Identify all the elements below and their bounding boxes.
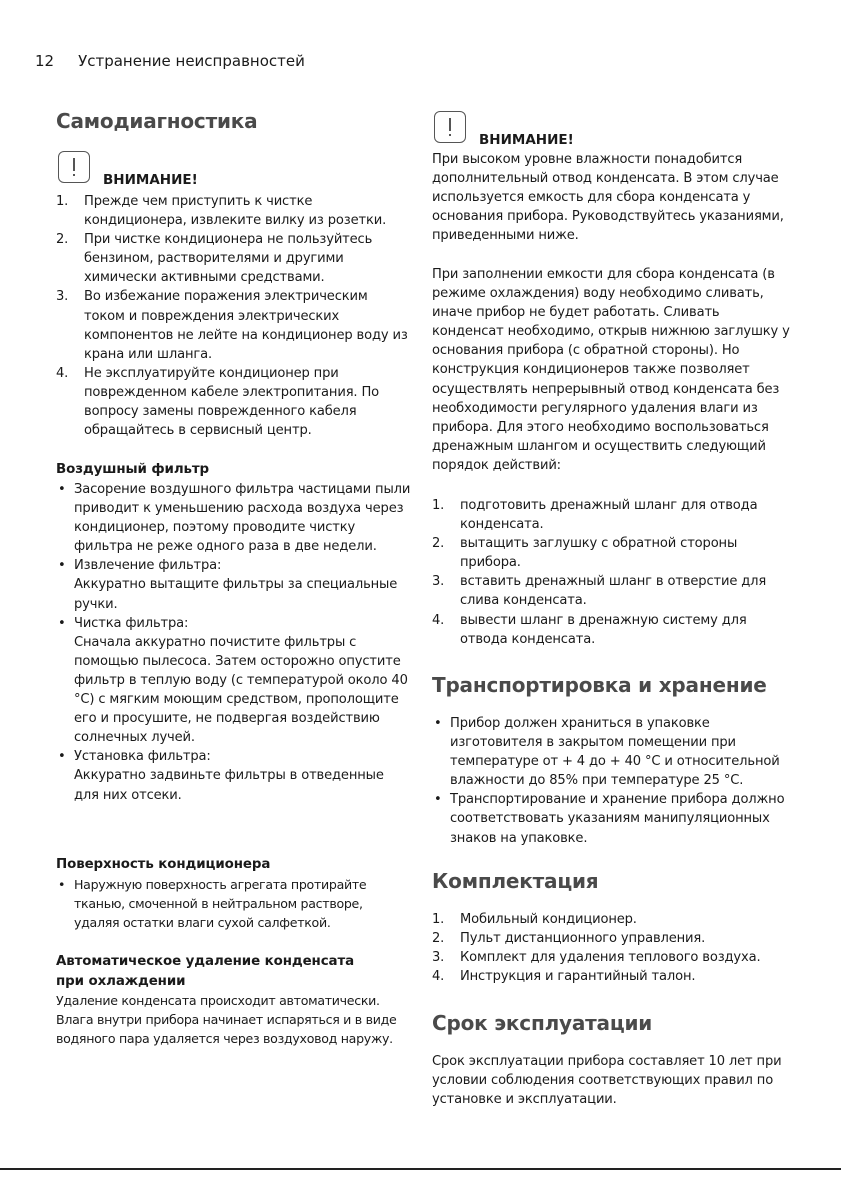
drain-text: При заполнении емкости для сбора конденсата (в режиме охлаждения) воду необходимо сливать, иначе прибор не будет работать. Сливать конденсат необходимо, открыв нижнюю заглушку у основания прибора (с обратной стороны). Но конструкция кондиционеров также позволяет осуществлять непрерывный отвод конденсата без необходимости регулярного удаления влаги из прибора. Для этого необходимо воспользоваться дренажным шлангом и осуществить следующий порядок действий: <box>432 267 790 473</box>
warning-label: ВНИМАНИЕ! <box>103 172 198 188</box>
heading-auto-drain: Автоматическое удаление конденсата при охлаждении <box>56 954 355 989</box>
list-item: 2. Пульт дистанционного управления. <box>432 931 706 947</box>
list-item: 4. вывести шланг в дренажную систему для отвода конденсата. <box>432 612 747 647</box>
surface-list <box>56 875 396 932</box>
list-item: 1. подготовить дренажный шланг для отвода конденсата. <box>432 498 758 533</box>
list-item: • Транспортирование и хранение прибора должно соответствовать указаниям манипуляционных знаков на упаковке. <box>434 792 785 846</box>
heading-kit: Комплектация <box>432 869 599 893</box>
list-item: 4. Не эксплуатируйте кондиционер при поврежденном кабеле электропитания. По вопросу замены поврежденного кабеля обращайтесь в сервисный центр. <box>56 365 380 439</box>
auto-drain-text: Удаление конденсата происходит автоматически. Влага внутри прибора начинает испаряться и в виде водяного пара удаляется через воздуховод наружу. <box>56 993 397 1047</box>
heading-self-diagnostics: Самодиагностика <box>56 109 258 133</box>
page-number: 12 <box>35 52 55 70</box>
page-header <box>35 52 305 70</box>
list-item: 4. Инструкция и гарантийный талон. <box>432 969 696 985</box>
warning-icon <box>434 111 466 143</box>
list-item: • Установка фильтра: Аккуратно задвиньте фильтры в отведенные для них отсеки. <box>58 749 384 803</box>
list-item: 2. вытащить заглушку с обратной стороны прибора. <box>432 536 738 571</box>
transport-list <box>432 714 792 848</box>
list-item: • Наружную поверхность агрегата протирайте тканью, смоченной в нейтральном растворе, удаляя остатки влаги сухой салфеткой. <box>58 877 367 931</box>
list-item: • Засорение воздушного фильтра частицами пыли приводит к уменьшению расхода воздуха через кондиционер, поэтому проводите чистку фильтра не реже одного раза в две недели. <box>58 482 411 555</box>
list-item: • Извлечение фильтра: Аккуратно вытащите фильтры за специальные ручки. <box>58 558 398 612</box>
service-life-text: Срок эксплуатации прибора составляет 10 лет при условии соблюдения соответствующих правил по установке и эксплуатации. <box>432 1054 782 1108</box>
air-filter-list <box>56 480 412 805</box>
warning-label: ВНИМАНИЕ! <box>479 132 574 148</box>
list-item: 2. При чистке кондиционера не пользуйтесь бензином, растворителями и другими химически активными средствами. <box>56 232 373 286</box>
footer-divider <box>0 1168 841 1170</box>
list-item: 1. Мобильный кондиционер. <box>432 912 637 927</box>
heading-surface: Поверхность кондиционера <box>56 857 271 872</box>
warning-text: При высоком уровне влажности понадобится дополнительный отвод конденсата. В этом случае используется емкость для сбора конденсата у основания прибора. Руководствуйтесь указаниями, приведенными ниже. <box>432 152 784 244</box>
list-item: 1. Прежде чем приступить к чистке кондиционера, извлеките вилку из розетки. <box>56 194 387 229</box>
list-item: 3. Комплект для удаления теплового воздуха. <box>432 950 761 966</box>
heading-air-filter: Воздушный фильтр <box>56 462 210 477</box>
list-item: 3. Во избежание поражения электрическим током и повреждения электрических компонентов не лейте на кондиционер воду из крана или шланга. <box>56 289 408 362</box>
list-item: • Чистка фильтра: Сначала аккуратно почистите фильтры с помощью пылесоса. Затем осторожно опустите фильтр в теплую воду (с температурой около 40 °С) с мягким моющим средством, прополощите его и просушите, не подвергая воздействию солнечных лучей. <box>58 615 408 746</box>
heading-transport: Транспортировка и хранение <box>432 673 767 697</box>
drain-steps-list <box>432 496 792 649</box>
warning-icon <box>58 151 90 183</box>
heading-service-life: Срок эксплуатации <box>432 1011 653 1035</box>
section-title: Устранение неисправностей <box>78 52 305 70</box>
kit-list <box>432 910 792 986</box>
list-item: 3. вставить дренажный шланг в отверстие для слива конденсата. <box>432 574 767 609</box>
list-item: • Прибор должен храниться в упаковке изготовителя в закрытом помещении при температуре от + 4 до + 40 °С и относительной влажности до 85% при температуре 25 °С. <box>434 716 780 789</box>
warning-list <box>56 192 412 440</box>
